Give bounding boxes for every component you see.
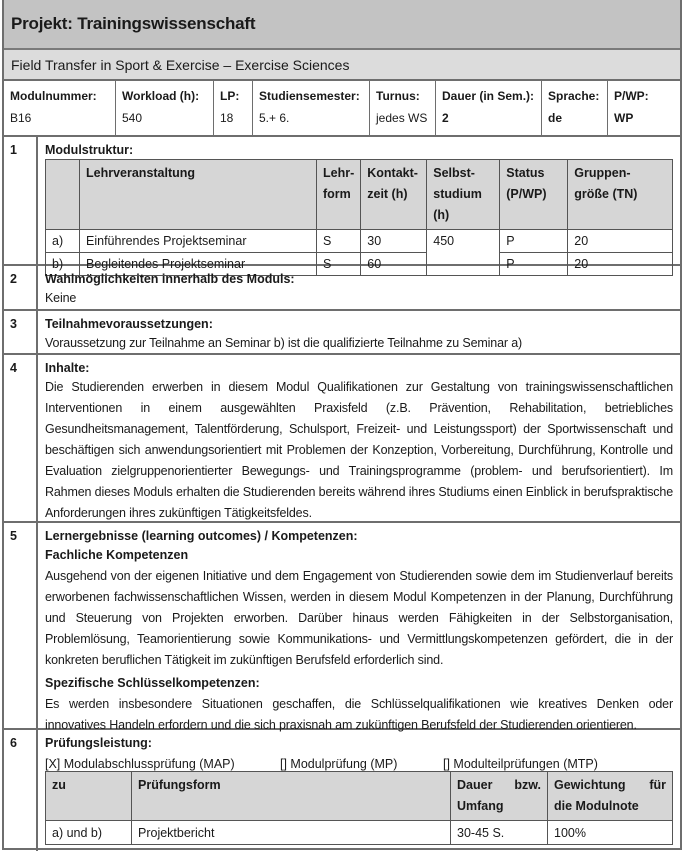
section-heading: Lernergebnisse (learning outcomes) / Kompetenzen:	[45, 529, 358, 543]
section-inhalte	[4, 355, 680, 523]
cell-form: Projektbericht	[132, 821, 451, 845]
info-label: LP:	[220, 89, 240, 103]
option-modulteilpruefungen: [] Modulteilprüfungen (MTP)	[443, 757, 598, 771]
cell-gruppe: 20	[568, 253, 673, 276]
section-text: Die Studierenden erwerben in diesem Modul Qualifikationen zur Gestaltung von trainingswissenschaftlichen Interventionen in einem ausgewählten Praxisfeld (z.B. Prävention, Rehabilitation, betriebliches Gesundheitsmanagement, Talentförderung, Schulsport, Freizeit- und Leistungssport) der Sportwissenschaft und beschäftigen sich anwendungsorientiert mit Problemen der Konzeption, Vorbereitung, Durchführung, Kontrolle und Evaluation zielgruppenorientierter Bewegungs- und Trainingsprogramme (problem- und berufsorientiert). Im Rahmen dieses Moduls erhalten die Studierenden bereits während ihres Studiums einen Einblick in berufspraktische Anforderungen ihres zukünftigen Tätigkeitsfeldes.	[45, 380, 674, 520]
header-line: Lehr-	[323, 166, 355, 180]
header-line: Kontakt-	[367, 166, 418, 180]
info-studiensemester	[253, 81, 370, 135]
section-number: 4	[4, 355, 38, 521]
section-number: 5	[4, 523, 38, 728]
section-wahlmoeglichkeiten	[4, 266, 680, 311]
exam-type-options	[45, 752, 673, 771]
section-text: Keine	[45, 291, 77, 305]
cell-id: a)	[46, 230, 80, 253]
header-line: (h)	[433, 208, 450, 222]
info-value: 18	[220, 111, 234, 125]
header-line: (P/WP)	[506, 187, 547, 201]
section-text: Voraussetzung zur Teilnahme an Seminar b) ist die qualifizierte Teilnahme zu Seminar a)	[45, 336, 523, 350]
info-value: WP	[614, 111, 634, 125]
option-modulabschlusspruefung: [X] Modulabschlussprüfung (MAP)	[45, 757, 235, 771]
info-sprache	[542, 81, 608, 135]
info-turnus	[370, 81, 436, 135]
section-teilnahmevoraussetzungen	[4, 311, 680, 355]
cell-name: Begleitendes Projektseminar	[80, 253, 317, 276]
subheading-schluesselkompetenzen: Spezifische Schlüsselkompetenzen:	[45, 676, 260, 690]
table-header-row	[46, 772, 673, 821]
header-pruefungsform: Prüfungsform	[132, 772, 451, 821]
cell-status: P	[500, 230, 568, 253]
cell-form: S	[317, 230, 361, 253]
header-dauer	[451, 772, 548, 821]
header-selbststudium	[427, 160, 500, 230]
section-number: 1	[4, 137, 38, 264]
info-lp	[214, 81, 253, 135]
info-label: Sprache:	[548, 89, 600, 103]
table-row	[46, 821, 673, 845]
header-line: Dauer bzw.	[457, 778, 541, 792]
info-pwp	[608, 81, 680, 135]
section-pruefungsleistung	[4, 730, 680, 851]
section-text: Ausgehend von der eigenen Initiative und dem Engagement von Studierenden sowie dem im Studienverlauf bereits erworbenen fachwissenschaftlichen Wissen, werden in diesem Modul Kompetenzen in der Planung, Durchführung und Steuerung von Projekten erworben. Darüber hinaus werden Fähigkeiten in der Selbstorganisation, Problemlösung, Teamorientierung sowie Kommunikations- und Vermittlungskompetenzen gefördert, die in der konkreten beruflichen Tätigkeit im zukünftigen Berufsfeld erforderlich sind.	[45, 569, 673, 667]
cell-selbststudium: 450	[427, 230, 500, 276]
section-heading: Wahlmöglichkeiten innerhalb des Moduls:	[45, 272, 295, 286]
info-workload	[116, 81, 214, 135]
modulstruktur-table	[45, 159, 673, 276]
info-value: de	[548, 111, 563, 125]
section-heading: Modulstruktur:	[45, 143, 134, 157]
option-modulpruefung: [] Modulprüfung (MP)	[280, 757, 398, 771]
info-value: 5.+ 6.	[259, 111, 290, 125]
info-value: 2	[442, 111, 449, 125]
header-status	[500, 160, 568, 230]
info-label: Studiensemester:	[259, 89, 360, 103]
header-line: größe (TN)	[574, 187, 638, 201]
header-gruppengroesse	[568, 160, 673, 230]
cell-dauer: 30-45 S.	[451, 821, 548, 845]
module-title: Projekt: Trainingswissenschaft	[4, 0, 680, 50]
cell-status: P	[500, 253, 568, 276]
cell-id: b)	[46, 253, 80, 276]
section-heading: Teilnahmevoraussetzungen:	[45, 317, 213, 331]
header-line: Status	[506, 166, 545, 180]
info-modulnummer	[4, 81, 116, 135]
header-line: zeit (h)	[367, 187, 408, 201]
cell-gewichtung: 100%	[548, 821, 673, 845]
section-heading: Prüfungsleistung:	[45, 736, 152, 750]
module-subtitle: Field Transfer in Sport & Exercise – Exercise Sciences	[4, 50, 680, 81]
section-lernergebnisse	[4, 523, 680, 730]
info-label: Workload (h):	[122, 89, 200, 103]
header-lehrveranstaltung: Lehrveranstaltung	[80, 160, 317, 230]
info-label: Dauer (in Sem.):	[442, 89, 535, 103]
cell-form: S	[317, 253, 361, 276]
header-line: Gewichtung für	[554, 778, 666, 792]
pruefung-table	[45, 771, 673, 845]
header-line: studium	[433, 187, 482, 201]
header-id	[46, 160, 80, 230]
info-value: jedes WS	[376, 111, 428, 125]
module-info-row	[4, 81, 680, 137]
module-description-document	[2, 0, 682, 850]
cell-gruppe: 20	[568, 230, 673, 253]
cell-zu: a) und b)	[46, 821, 132, 845]
header-line: form	[323, 187, 351, 201]
section-heading: Inhalte:	[45, 361, 90, 375]
info-label: Modulnummer:	[10, 89, 97, 103]
table-row	[46, 230, 673, 253]
section-modulstruktur	[4, 137, 680, 271]
section-text: Es werden insbesondere Situationen geschaffen, die Schlüsselqualifikationen wie kreatives Denken oder innovatives Handeln erfordern und die sich praxisnah am zukünftigen Berufsfeld der Studierenden orientieren.	[45, 697, 673, 732]
info-value: 540	[122, 111, 143, 125]
info-label: P/WP:	[614, 89, 649, 103]
info-value: B16	[10, 111, 32, 125]
header-gewichtung	[548, 772, 673, 821]
info-label: Turnus:	[376, 89, 420, 103]
header-lehrform	[317, 160, 361, 230]
header-line: Selbst-	[433, 166, 475, 180]
header-line: Gruppen-	[574, 166, 631, 180]
table-header-row	[46, 160, 673, 230]
cell-kontakt: 30	[361, 230, 427, 253]
header-kontaktzeit	[361, 160, 427, 230]
cell-kontakt: 60	[361, 253, 427, 276]
section-number: 6	[4, 730, 38, 851]
subheading-fachliche-kompetenzen: Fachliche Kompetenzen	[45, 548, 189, 562]
section-number: 2	[4, 266, 38, 309]
header-line: Umfang	[457, 799, 504, 813]
header-zu: zu	[46, 772, 132, 821]
header-line: die Modulnote	[554, 799, 639, 813]
info-dauer	[436, 81, 542, 135]
cell-name: Einführendes Projektseminar	[80, 230, 317, 253]
section-number: 3	[4, 311, 38, 353]
